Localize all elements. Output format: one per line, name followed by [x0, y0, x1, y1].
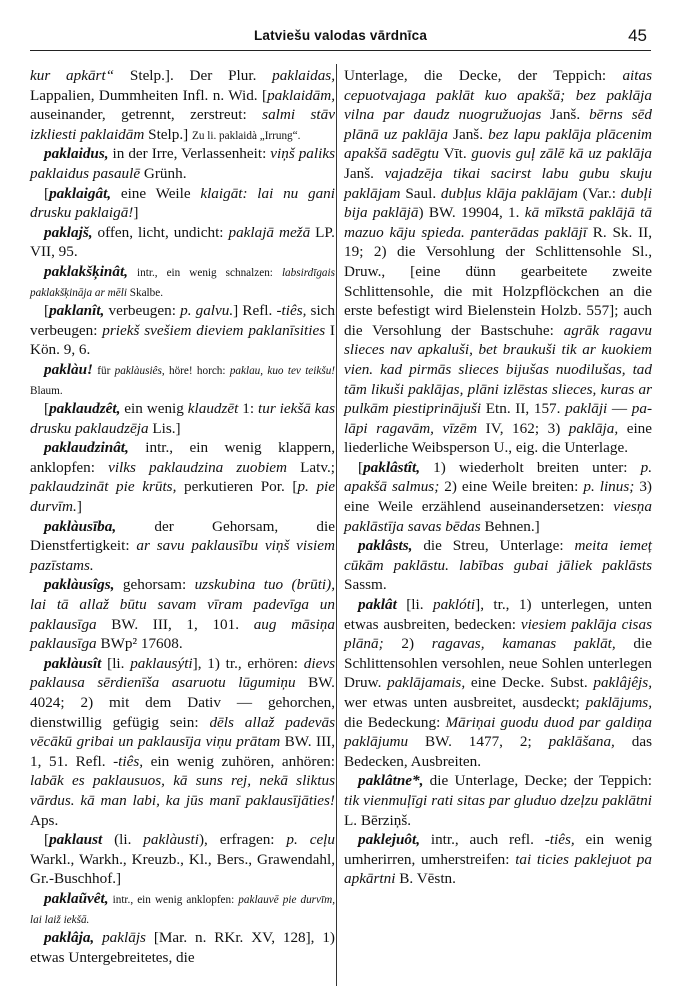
entry-text: [ — [44, 302, 50, 320]
entry-text: ], 1) tr., erhören: — [192, 654, 304, 672]
entry-text: Lappalien, Dummheiten Infl. n. Wid. [ — [30, 86, 268, 104]
entry-text: Aps. — [30, 811, 59, 829]
entry-text: Māriņai guodu duod par galdiņa paklājumu — [344, 713, 652, 751]
entry-text: eine liederliche Weibsperson U., eig. die Unterlage. — [344, 419, 652, 457]
entry-text: 2) — [383, 635, 432, 653]
entry-text: vajadzēja tikai sacirst labu gubu skuju paklājam — [344, 164, 652, 202]
entry-text: IV, 162; 3) — [477, 419, 569, 437]
entry-text: BW. 4024; 2) mit dem Dativ — gehorchen, dienstwillig gefügig sein: — [30, 674, 335, 731]
entry-text: dubļus klāja paklājam — [440, 184, 578, 202]
entry-headword: paklâstît, — [363, 458, 421, 476]
entry-text: paklaidas, — [272, 67, 335, 84]
entry-text: salmi stāv izkliesti paklaidām — [30, 106, 335, 143]
entry-text: Janš. — [541, 106, 590, 124]
dictionary-entry — [344, 66, 652, 458]
dictionary-entry — [30, 517, 335, 576]
entry-headword: paklâtne*, — [358, 772, 424, 790]
entry-headword: paklaudzêt, — [49, 400, 121, 418]
entry-headword: paklâsts, — [358, 537, 413, 555]
entry-text: sich verbeugen: — [30, 302, 336, 339]
entry-text: eine Weile — [111, 184, 201, 202]
dictionary-entry — [30, 438, 335, 516]
dictionary-entry — [30, 654, 335, 830]
dictionary-entry — [344, 458, 652, 536]
entry-text: paklāji — [565, 400, 608, 418]
entry-text: (li. — [102, 831, 144, 849]
entry-text: LP. VII, 95. — [30, 223, 335, 261]
entry-text: ar savu paklausību viņš visiem pazīstams. — [30, 537, 335, 574]
entry-text: paklaudzināt pie krūts, — [30, 478, 177, 496]
entry-text: Zu li. paklaidà „Irrung“. — [192, 129, 301, 142]
entry-text: p. pie durvīm. — [30, 478, 335, 516]
entry-text: -tiês, — [544, 831, 575, 849]
entry-text: [ — [44, 184, 50, 202]
entry-text: in der Irre, Verlassenheit: — [108, 145, 271, 163]
entry-text: [ — [44, 400, 50, 418]
entry-headword: paklàu! — [44, 360, 93, 378]
entry-headword: paklàusît — [44, 654, 102, 672]
entry-text: Janš. — [447, 125, 489, 143]
running-header — [30, 22, 651, 51]
entry-text: offen, licht, undicht: — [92, 223, 229, 241]
entry-text: Lis.] — [148, 419, 181, 437]
entry-text: für — [92, 364, 115, 377]
entry-text: ragavas, kamanas paklāt, — [431, 635, 616, 653]
entry-text: ], tr., 1) unterlegen, unten etwas ausbreiten, bedecken: — [344, 596, 653, 633]
entry-text: paklaidām, — [267, 86, 335, 104]
entry-headword: paklakšķinât, — [44, 262, 128, 280]
dictionary-entry — [30, 889, 335, 928]
entry-text: ), erfragen: — [198, 831, 287, 849]
entry-text: paklājamais, — [387, 674, 466, 692]
entry-headword: paklejuôt, — [358, 831, 421, 849]
entry-text: ] — [133, 204, 139, 222]
entry-text: verbeugen: — [104, 302, 181, 320]
entry-text: paklāja, — [568, 419, 619, 437]
entry-text: bērns sēd plānā uz paklāja — [344, 106, 653, 143]
entry-text: die Streu, Unterlage: — [412, 537, 575, 555]
entry-text: ein wenig umherirren, umherstreifen: — [344, 831, 653, 868]
entry-text: viesiem paklāja cisas plānā; — [344, 615, 652, 653]
entry-text: Saul. — [400, 184, 441, 202]
entry-headword: paklaudzinât, — [44, 439, 129, 457]
entry-text: R. Sk. II, 19; 2) die Versohlung der Schlittensohle Sl., Druw., [eine dünn gearbeitete zweite Schlittensohle, die mit Holzpflöckchen an die erste befestigt wird Bielenstein Holzb. 557]; auch die Versohlung der Bastschuhe: — [344, 223, 652, 339]
entry-text: — — [607, 400, 632, 418]
dictionary-entry — [30, 301, 335, 360]
entry-text: wer etwas unten ausbreitet, ausdeckt; — [344, 694, 586, 711]
entry-text: Unterlage, die Decke, der Teppich: — [344, 67, 623, 84]
entry-text: die Schlittensohlen versohlen, neue Sohlen unterlegen Druw. — [344, 635, 652, 692]
entry-text: paklau, kuo tev teikšu! — [229, 364, 336, 377]
entry-text: die Unterlage, Decke; der Teppich: — [423, 772, 652, 790]
entry-text: ] Refl. — [233, 302, 277, 320]
entry-text: -tiês, — [113, 752, 144, 770]
column-divider — [336, 64, 337, 986]
entry-text: Skalbe. — [126, 286, 163, 299]
entry-text: guovis guļ zālē kā uz paklāja — [471, 145, 653, 163]
entry-text: Blaum. — [30, 384, 63, 397]
entry-text: [li. — [396, 596, 433, 614]
entry-text: tik vienmuļīgi rati sitas par gluduo dzeļzu paklātni — [344, 791, 652, 809]
entry-headword: paklâja, — [44, 929, 95, 947]
left-column — [30, 66, 335, 990]
entry-text: labāk es paklausuos, kā suns rej, nekā sliktus vārdus. kā man labi, ka jūs manī paklausījāties! — [30, 772, 335, 809]
entry-headword: paklanît, — [49, 302, 105, 320]
right-column — [344, 66, 652, 990]
entry-text: paklóti — [432, 596, 476, 614]
entry-text: höre! horch: — [164, 364, 230, 377]
entry-text: 2) eine Weile breiten: — [439, 478, 584, 496]
entry-text: gehorsam: — [114, 576, 195, 594]
entry-text: 3) eine Weile erzählend auseinandersetzen: — [344, 478, 652, 516]
entry-headword: paklaust — [49, 831, 103, 849]
entry-text: pa-lāpi ragavām, vīzēm — [344, 400, 653, 437]
entry-text: labsirdīgais paklakšķināja ar mēli — [30, 266, 335, 299]
entry-text: -tiês, — [276, 302, 307, 320]
running-title: Latviešu valodas vārdnīca — [253, 28, 428, 43]
dictionary-entry — [344, 595, 652, 771]
entry-text: p. galvu. — [180, 302, 234, 320]
entry-text: der Gehorsam, die Dienstfertigkeit: — [30, 517, 335, 555]
entry-text: tai ticies paklejuot pa apkārtni — [344, 850, 652, 888]
entry-text — [94, 929, 102, 946]
entry-text: Warkl., Warkh., Kreuzb., Kl., Bers., Grawendahl, Gr.-Buschhof.] — [30, 850, 335, 888]
dictionary-entry — [30, 928, 335, 967]
entry-text: paklāšana, — [548, 733, 615, 751]
entry-text: intr., ein wenig klappern, anklopfen: — [30, 439, 335, 476]
entry-headword: paklaidus, — [44, 145, 109, 163]
entry-text: BW. III, 1, 51. Refl. — [30, 733, 335, 770]
entry-text: uzskubina tuo (brūti), lai tā allaž būtu savam vīram padevīga un paklausīga — [30, 576, 336, 633]
entry-text: priekš svešiem dieviem paklanīsities — [102, 321, 326, 339]
dictionary-entry — [344, 830, 652, 889]
entry-text: Sassm. — [344, 576, 387, 594]
entry-text: (Var.: — [577, 184, 621, 202]
entry-text: Stelp.]. Der Plur. — [114, 67, 273, 84]
entry-text: meita iemeț cūkām paklāstu. labības gubai jāliek paklāsts — [344, 537, 652, 574]
entry-text: p. linus; — [583, 478, 635, 496]
entry-text: Grünh. — [140, 164, 187, 182]
entry-text: ] — [76, 498, 82, 516]
entry-text: BW. 1477, 2; — [408, 733, 549, 751]
entry-text: paklājs — [102, 929, 146, 947]
entry-text: dievs paklausa sērdienīša asaruotu lūgumiņu — [30, 654, 335, 692]
entry-text: paklājums, — [585, 694, 652, 711]
entry-text: die Bedeckung: — [344, 713, 446, 731]
entry-text: dubļi bija paklājā — [344, 184, 652, 222]
dictionary-entry — [30, 66, 335, 144]
entry-text: BW. III, 1, 101. — [96, 615, 254, 633]
entry-text: intr., auch refl. — [420, 831, 545, 849]
entry-text: 1: — [238, 400, 259, 418]
entry-text: [li. — [101, 654, 131, 672]
dictionary-entry — [30, 830, 335, 889]
entry-text: paklàusiês, — [114, 364, 165, 377]
entry-text: tur iekšā kas drusku paklaudzēja — [30, 400, 335, 437]
entry-text: BWp² 17608. — [96, 635, 183, 653]
entry-text: Behnen.] — [480, 517, 540, 535]
entry-text: bez lapu paklāja plācenim apakšā sadēgtu — [344, 125, 653, 163]
entry-text: klaigāt: lai nu gani drusku paklaigā! — [30, 184, 335, 222]
entry-text: ein wenig zuhören, anhören: — [143, 752, 335, 770]
dictionary-entry — [344, 771, 652, 830]
dictionary-entry — [30, 144, 335, 183]
entry-text: dēls allaž padevās vēcākū gribai un paklausīja viņu prātam — [30, 713, 335, 751]
entry-headword: paklajš, — [44, 223, 93, 241]
entry-text: vilks paklaudzina zuobiem — [108, 458, 288, 476]
dictionary-entry — [344, 536, 652, 595]
entry-text: Etn. II, 157. — [481, 400, 566, 418]
entry-text: viesņa paklāstīja savas bēdas — [344, 498, 652, 535]
entry-text: L. Bērziņš. — [344, 811, 412, 829]
entry-text: paklauvē pie durvīm, lai laiž iekšā. — [30, 893, 335, 926]
entry-text: auseinander, getrennt, zerstreut: — [30, 106, 263, 124]
entry-text: ) BW. 19904, 1. — [418, 204, 525, 222]
entry-text: intr., ein wenig schnalzen: — [127, 266, 282, 279]
entry-text: p. apakšā salmus; — [344, 458, 652, 496]
entry-text: intr., ein wenig anklopfen: — [108, 893, 239, 906]
entry-text: 1) wiederholt breiten unter: — [420, 458, 641, 476]
entry-text: Latv.; — [287, 458, 335, 476]
dictionary-entry — [30, 399, 335, 438]
entry-text: ein wenig — [120, 400, 188, 418]
entry-text: B. Vēstn. — [395, 870, 456, 888]
entry-text: kur apkārt“ — [30, 67, 115, 84]
entry-text: aug māsiņa paklausīga — [30, 615, 335, 653]
entry-text: Stelp.] — [144, 125, 192, 143]
entry-text: I Kön. 9, 6. — [30, 321, 335, 359]
entry-headword: paklaũvêt, — [44, 889, 109, 907]
entry-headword: paklàusîgs, — [44, 576, 115, 594]
entry-text: klaudzēt — [187, 400, 239, 418]
entry-text: [Mar. n. RKr. XV, 128], 1) etwas Untergebreitetes, die — [30, 929, 335, 966]
entry-headword: paklàusība, — [44, 517, 117, 535]
entry-text: das Bedecken, Ausbreiten. — [344, 733, 652, 770]
entry-text: agrāk ragavu slieces nav apkaluši, bet braukuši tik ar kuokiem vien. kad pirmās slieces bijušas nuodilušas, tad tām likuši paklājas, plāni izlēstas slieces, kuras ar pulkām piestiprinājuši — [344, 321, 652, 418]
entry-text: paklausýti — [130, 654, 193, 672]
entry-text: paklajā mežā — [228, 223, 311, 241]
entry-text: Janš. — [344, 164, 385, 182]
page-number: 45 — [628, 26, 647, 45]
entry-headword: paklaigât, — [49, 184, 112, 202]
entry-text: paklàusti — [143, 831, 199, 849]
entry-text: perkutieren Por. [ — [176, 478, 298, 496]
entry-text: kā mīkstā paklājā tā mazuo kāju spieda. panterādas paklājī — [344, 204, 652, 241]
dictionary-entry — [30, 223, 335, 262]
entry-text: eine Decke. Subst. — [465, 674, 594, 692]
entry-headword: paklât — [358, 596, 397, 614]
dictionary-entry — [30, 360, 335, 399]
entry-text: Vīt. — [439, 145, 472, 163]
entry-text: aitas cepuotvajaga paklāt kuo apakšā; bez paklāja vilna par daudz nuogružuojas — [344, 67, 652, 124]
entry-text: p. ceļu — [286, 831, 335, 849]
entry-text: [ — [44, 831, 50, 849]
dictionary-entry — [30, 184, 335, 223]
entry-text: paklâjêjs, — [593, 674, 652, 692]
entry-text: viņš paliks paklaidus pasaulē — [30, 145, 335, 182]
dictionary-entry — [30, 575, 335, 653]
dictionary-entry — [30, 262, 335, 301]
entry-text: [ — [358, 458, 364, 476]
